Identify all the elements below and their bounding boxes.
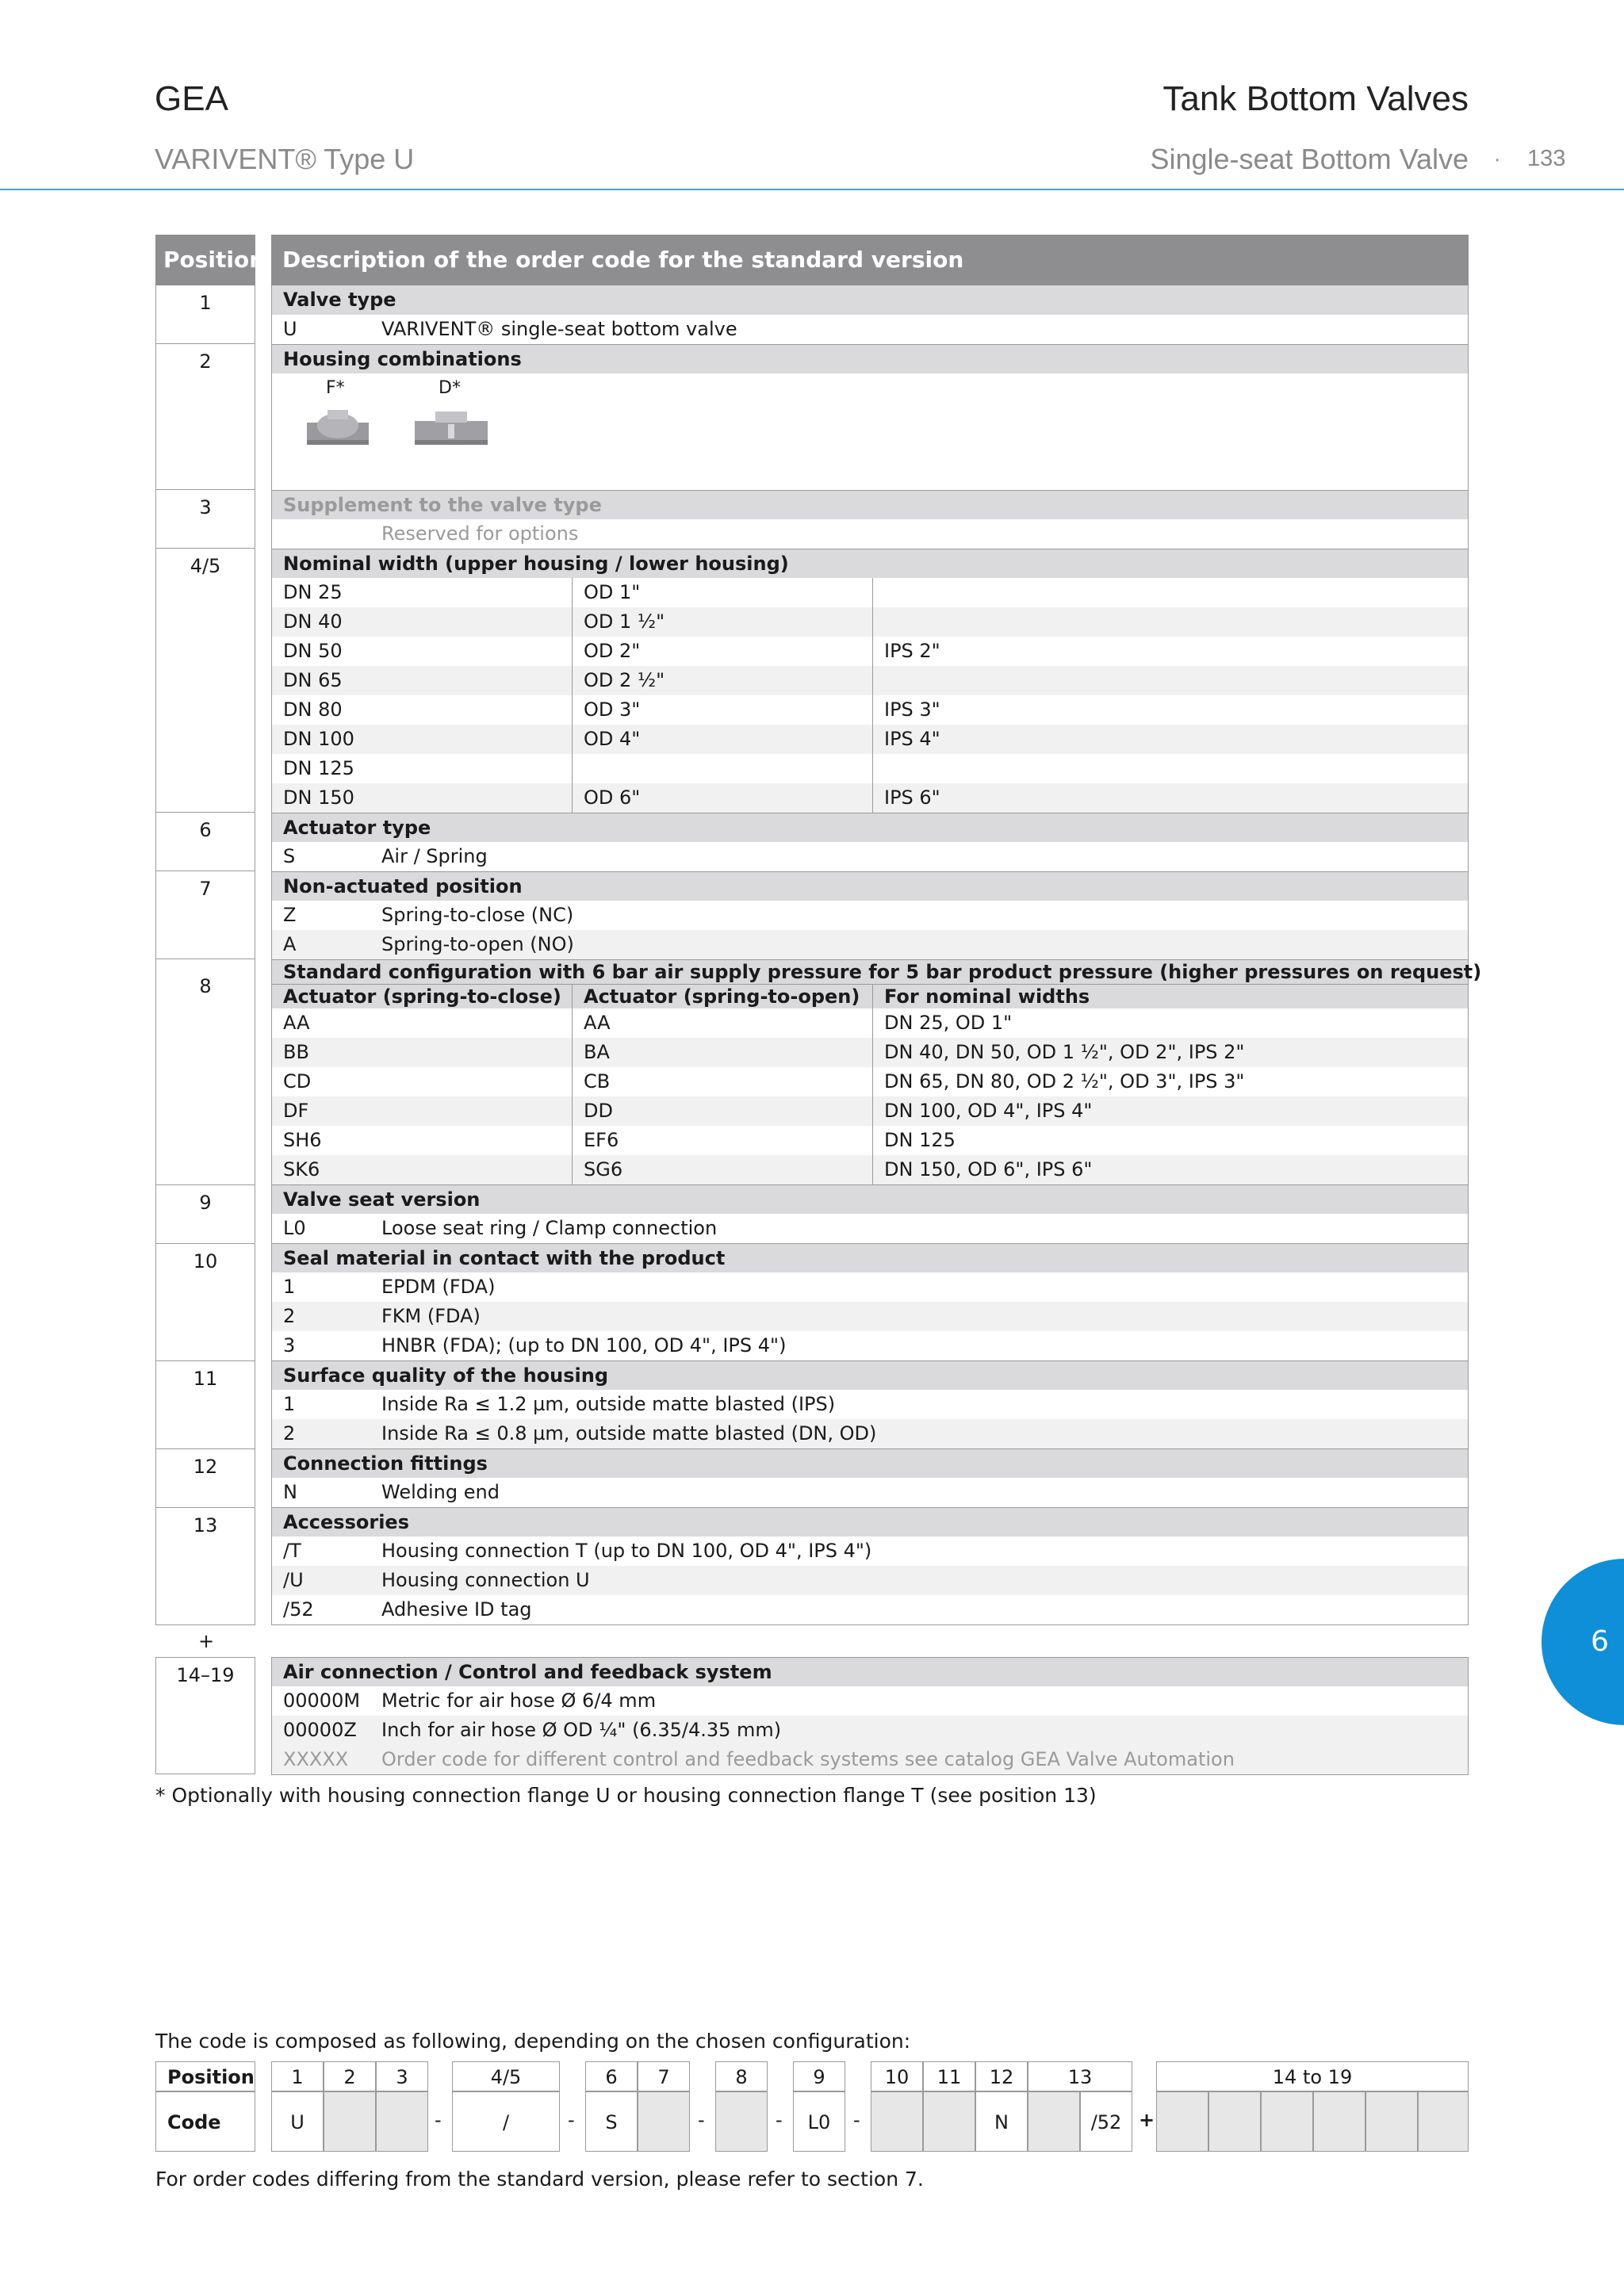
table-cell: DN 125 bbox=[872, 1126, 1468, 1155]
position-cell: 1 bbox=[271, 2061, 324, 2091]
position-cell: 8 bbox=[155, 959, 255, 1185]
code-value: /T bbox=[283, 1540, 301, 1562]
table-row bbox=[272, 1038, 1468, 1067]
code-cell[interactable]: L0 bbox=[793, 2091, 845, 2152]
table-cell: DN 100 bbox=[283, 728, 354, 750]
position-cell: 3 bbox=[376, 2061, 428, 2091]
code-dash: - bbox=[853, 2109, 860, 2131]
air-connection-block bbox=[271, 1657, 1469, 1775]
position-cell: 13 bbox=[1028, 2061, 1132, 2091]
code-dash: - bbox=[435, 2109, 442, 2131]
code-value: 2 bbox=[283, 1422, 296, 1445]
code-description: Inside Ra ≤ 0.8 µm, outside matte blasted (DN, OD) bbox=[381, 1422, 877, 1445]
table-cell: IPS 6" bbox=[872, 783, 1468, 813]
table-cell: OD 4" bbox=[572, 725, 872, 754]
position-cell: 6 bbox=[585, 2061, 638, 2091]
table-row bbox=[272, 754, 1468, 783]
table-row: N Welding end bbox=[283, 1481, 500, 1503]
position-cell: 10 bbox=[871, 2061, 923, 2091]
code-value: 00000Z bbox=[283, 1719, 357, 1741]
table-cell: DN 65, DN 80, OD 2 ½", OD 3", IPS 3" bbox=[872, 1067, 1468, 1096]
surface-rows bbox=[272, 1390, 1468, 1448]
code-description: Housing connection U bbox=[381, 1569, 590, 1591]
table-cell: DN 100, OD 4", IPS 4" bbox=[872, 1096, 1468, 1126]
table-row bbox=[272, 1067, 1468, 1096]
code-cell[interactable] bbox=[715, 2091, 768, 2152]
table-cell: BB bbox=[283, 1041, 309, 1063]
code-cell[interactable] bbox=[923, 2091, 975, 2152]
code-value: 1 bbox=[283, 1393, 296, 1415]
code-dash: - bbox=[568, 2109, 575, 2131]
code-cell[interactable]: U bbox=[271, 2091, 324, 2152]
table-cell: DN 65 bbox=[283, 669, 343, 691]
table-cell: SK6 bbox=[283, 1158, 320, 1181]
position-cell: 4/5 bbox=[155, 549, 255, 813]
table-cell bbox=[872, 666, 1468, 695]
code-description: Housing connection T (up to DN 100, OD 4", IPS 4") bbox=[381, 1540, 872, 1562]
description-header: Description of the order code for the standard version bbox=[271, 235, 1469, 285]
chapter-tab-label: 6 bbox=[1591, 1625, 1609, 1658]
table-row: XXXXX Order code for different control and feedback systems see catalog GEA Valve Automation bbox=[272, 1745, 1468, 1774]
table-cell: OD 6" bbox=[572, 783, 872, 813]
table-cell: OD 2" bbox=[572, 637, 872, 666]
position-cell: 14 to 19 bbox=[1156, 2061, 1469, 2091]
position-cell: 7 bbox=[155, 871, 255, 959]
table-row bbox=[272, 1302, 1468, 1331]
position-cell: 11 bbox=[923, 2061, 975, 2091]
code-description: Spring-to-open (NO) bbox=[381, 933, 574, 955]
table-cell: OD 3" bbox=[572, 695, 872, 725]
plus-sign: + bbox=[198, 1630, 215, 1652]
table-cell: DN 125 bbox=[283, 757, 354, 779]
code-description: Metric for air hose Ø 6/4 mm bbox=[381, 1689, 657, 1712]
section-supplement: Supplement to the valve type bbox=[272, 490, 1468, 519]
section-valve-seat: Valve seat version bbox=[272, 1184, 1468, 1214]
table-cell: BA bbox=[572, 1038, 872, 1067]
section-nominal-width: Nominal width (upper housing / lower housing) bbox=[272, 549, 1468, 578]
table-cell: DN 40 bbox=[283, 610, 343, 633]
table-cell: SG6 bbox=[572, 1155, 872, 1184]
accessory-rows bbox=[272, 1536, 1468, 1624]
section-air-connection: Air connection / Control and feedback system bbox=[272, 1657, 1468, 1686]
position-cell: 12 bbox=[155, 1449, 255, 1508]
code-description: EPDM (FDA) bbox=[381, 1276, 496, 1298]
position-cell: 12 bbox=[975, 2061, 1028, 2091]
table-row: U VARIVENT® single-seat bottom valve bbox=[283, 318, 737, 340]
position-cell: 3 bbox=[155, 490, 255, 549]
code-cell[interactable]: S bbox=[585, 2091, 638, 2152]
description-body bbox=[271, 285, 1482, 1625]
position-cell: 2 bbox=[155, 344, 255, 490]
code-value: A bbox=[283, 933, 297, 955]
code-cell[interactable] bbox=[1208, 2091, 1261, 2152]
table-row bbox=[272, 783, 1468, 813]
table-row bbox=[272, 578, 1468, 607]
table-cell: EF6 bbox=[572, 1126, 872, 1155]
position-cell: 1 bbox=[155, 285, 255, 344]
table-cell: IPS 3" bbox=[872, 695, 1468, 725]
section-fittings: Connection fittings bbox=[272, 1448, 1468, 1478]
table-cell bbox=[872, 754, 1468, 783]
code-value: 2 bbox=[283, 1305, 296, 1327]
table-row bbox=[272, 1096, 1468, 1126]
code-plus: + bbox=[1139, 2109, 1155, 2131]
table-row bbox=[272, 1716, 1468, 1745]
position-cell: 8 bbox=[715, 2061, 768, 2091]
position-header: Position bbox=[155, 235, 255, 285]
header-separator: · bbox=[1494, 149, 1501, 173]
table-row bbox=[272, 1566, 1468, 1595]
section-surface: Surface quality of the housing bbox=[272, 1360, 1468, 1390]
table-row bbox=[272, 607, 1468, 637]
position-cell: 4/5 bbox=[452, 2061, 560, 2091]
position-label: Position bbox=[155, 2061, 255, 2091]
table-row bbox=[272, 901, 1468, 930]
section-actuator-type: Actuator type bbox=[272, 813, 1468, 842]
code-dash: - bbox=[698, 2109, 705, 2131]
table-row bbox=[272, 1155, 1468, 1184]
code-cell[interactable] bbox=[324, 2091, 376, 2152]
table-cell: DD bbox=[572, 1096, 872, 1126]
code-cell[interactable]: /52 bbox=[1080, 2091, 1132, 2152]
table-cell bbox=[872, 578, 1468, 607]
table-cell: DN 80 bbox=[283, 698, 343, 721]
footnote: * Optionally with housing connection flange U or housing connection flange T (see position 13) bbox=[155, 1784, 1097, 1807]
code-cell[interactable] bbox=[1418, 2091, 1469, 2152]
subsection-title: Single-seat Bottom Valve bbox=[1150, 143, 1469, 175]
table-cell: DN 25, OD 1" bbox=[872, 1008, 1468, 1038]
code-dash: - bbox=[776, 2109, 783, 2131]
standard-config-rows bbox=[272, 1008, 1468, 1184]
standard-config-headers: Actuator (spring-to-close) Actuator (spring-to-open) For nominal widths bbox=[272, 984, 1468, 1008]
table-cell: DN 150 bbox=[283, 786, 354, 809]
housing-label-f: F* bbox=[326, 378, 345, 398]
code-description: Inch for air hose Ø OD ¼" (6.35/4.35 mm) bbox=[381, 1719, 782, 1741]
header-rule bbox=[0, 189, 1624, 190]
table-row: L0 Loose seat ring / Clamp connection bbox=[283, 1217, 718, 1239]
section-accessories: Accessories bbox=[272, 1507, 1468, 1536]
table-row bbox=[272, 637, 1468, 666]
table-cell: IPS 4" bbox=[872, 725, 1468, 754]
product-name: VARIVENT® Type U bbox=[155, 143, 415, 175]
position-column bbox=[155, 235, 266, 1625]
page-number: 133 bbox=[1527, 146, 1566, 171]
table-row bbox=[272, 1536, 1468, 1566]
code-value: Z bbox=[283, 904, 297, 926]
code-value: /U bbox=[283, 1569, 304, 1591]
table-row bbox=[272, 1419, 1468, 1448]
table-row bbox=[272, 666, 1468, 695]
brand-name: GEA bbox=[155, 79, 228, 118]
table-row bbox=[272, 1390, 1468, 1419]
compose-footer: For order codes differing from the standard version, please refer to section 7. bbox=[155, 2168, 924, 2191]
code-cell[interactable]: N bbox=[975, 2091, 1028, 2152]
position-cell: 9 bbox=[793, 2061, 845, 2091]
table-row bbox=[272, 1595, 1468, 1624]
table-cell: CB bbox=[572, 1067, 872, 1096]
non-actuated-rows bbox=[272, 901, 1468, 959]
position-cell: 7 bbox=[638, 2061, 690, 2091]
code-cell[interactable] bbox=[1365, 2091, 1418, 2152]
code-cell[interactable] bbox=[376, 2091, 428, 2152]
code-cell[interactable]: / bbox=[452, 2091, 560, 2152]
section-non-actuated: Non-actuated position bbox=[272, 871, 1468, 901]
position-cell: 11 bbox=[155, 1361, 255, 1449]
table-row bbox=[272, 695, 1468, 725]
code-cell[interactable] bbox=[638, 2091, 690, 2152]
table-cell: IPS 2" bbox=[872, 637, 1468, 666]
table-cell: DN 25 bbox=[283, 581, 343, 603]
table-cell: OD 1" bbox=[572, 578, 872, 607]
nominal-rows bbox=[272, 578, 1468, 813]
code-label: Code bbox=[155, 2091, 255, 2152]
description-column bbox=[271, 235, 1482, 1625]
section-housing: Housing combinations bbox=[272, 344, 1468, 373]
table-row bbox=[272, 930, 1468, 959]
position-cell: 14–19 bbox=[155, 1657, 255, 1774]
table-cell: DF bbox=[283, 1100, 309, 1122]
code-description: Inside Ra ≤ 1.2 µm, outside matte blasted (IPS) bbox=[381, 1393, 836, 1415]
code-description: FKM (FDA) bbox=[381, 1305, 481, 1327]
table-row bbox=[272, 1331, 1468, 1360]
section-seal-material: Seal material in contact with the product bbox=[272, 1243, 1468, 1272]
table-cell: AA bbox=[572, 1008, 872, 1038]
compose-title: The code is composed as following, depending on the chosen configuration: bbox=[155, 2030, 911, 2053]
position-cell: 10 bbox=[155, 1244, 255, 1361]
position-cell: 6 bbox=[155, 813, 255, 871]
table-cell bbox=[572, 754, 872, 783]
housing-label-d: D* bbox=[439, 378, 461, 398]
code-description: HNBR (FDA); (up to DN 100, OD 4", IPS 4") bbox=[381, 1334, 787, 1357]
table-cell: DN 150, OD 6", IPS 6" bbox=[872, 1155, 1468, 1184]
table-row bbox=[272, 1008, 1468, 1038]
table-row bbox=[272, 1126, 1468, 1155]
code-description: Adhesive ID tag bbox=[381, 1598, 532, 1621]
section-valve-type: Valve type bbox=[272, 285, 1468, 315]
table-cell: DN 50 bbox=[283, 640, 343, 662]
table-cell: CD bbox=[283, 1070, 312, 1093]
code-cell[interactable] bbox=[871, 2091, 923, 2152]
code-value: 3 bbox=[283, 1334, 296, 1357]
code-value: /52 bbox=[283, 1598, 314, 1621]
code-cell[interactable] bbox=[1261, 2091, 1313, 2152]
table-row bbox=[272, 1272, 1468, 1302]
code-cell[interactable] bbox=[1028, 2091, 1080, 2152]
position-cell: 9 bbox=[155, 1185, 255, 1244]
housing-f-icon bbox=[302, 405, 373, 453]
table-row bbox=[272, 1686, 1468, 1716]
table-row: Reserved for options bbox=[381, 522, 579, 545]
code-value: 00000M bbox=[283, 1689, 361, 1712]
housing-d-icon bbox=[412, 405, 491, 453]
position-cell: 13 bbox=[155, 1508, 255, 1625]
position-cell: 2 bbox=[324, 2061, 376, 2091]
chapter-tab[interactable] bbox=[1542, 1559, 1624, 1725]
table-cell bbox=[872, 607, 1468, 637]
code-cell[interactable] bbox=[1156, 2091, 1208, 2152]
code-cell[interactable] bbox=[1313, 2091, 1365, 2152]
section-title: Tank Bottom Valves bbox=[1162, 79, 1469, 118]
section-standard-config: Standard configuration with 6 bar air supply pressure for 5 bar product pressure (higher pressures on request) bbox=[272, 959, 1468, 984]
table-row bbox=[272, 725, 1468, 754]
code-value: 1 bbox=[283, 1276, 296, 1298]
table-cell: AA bbox=[283, 1012, 310, 1034]
seal-rows bbox=[272, 1272, 1468, 1360]
table-cell: OD 1 ½" bbox=[572, 607, 872, 637]
table-cell: DN 40, DN 50, OD 1 ½", OD 2", IPS 2" bbox=[872, 1038, 1468, 1067]
table-cell: SH6 bbox=[283, 1129, 322, 1151]
table-cell: OD 2 ½" bbox=[572, 666, 872, 695]
housing-images bbox=[272, 373, 1468, 490]
air-rows bbox=[272, 1686, 1468, 1745]
table-row: S Air / Spring bbox=[283, 845, 488, 867]
code-description: Spring-to-close (NC) bbox=[381, 904, 574, 926]
